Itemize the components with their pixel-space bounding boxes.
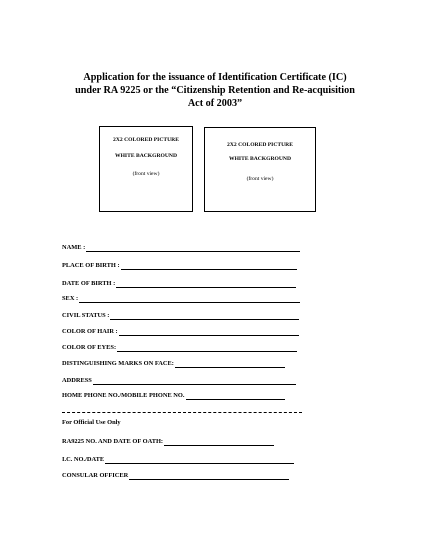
oath-field <box>62 438 274 446</box>
photo-box-1-view: (front view) <box>132 171 160 177</box>
place-of-birth-label: PLACE OF BIRTH : <box>62 262 120 269</box>
sex-field <box>62 295 300 303</box>
distinguishing-marks-field <box>62 360 285 368</box>
civil-status-field <box>62 312 299 320</box>
distinguishing-marks-label: DISTINGUISHING MARKS ON FACE: <box>62 360 174 367</box>
consular-officer-field <box>62 472 289 480</box>
title-line-1: Application for the issuance of Identification Certificate (IC) <box>83 72 347 83</box>
civil-status-label: CIVIL STATUS : <box>62 312 110 319</box>
official-use-heading: For Official Use Only <box>62 419 121 426</box>
photo-box-1[interactable] <box>99 126 193 212</box>
title-line-3: Act of 2003” <box>187 98 243 109</box>
photo-box-2-size: 2X2 COLORED PICTURE <box>227 142 293 148</box>
civil-status-input[interactable] <box>110 313 299 320</box>
name-input[interactable] <box>86 245 300 252</box>
color-of-eyes-input[interactable] <box>117 345 297 352</box>
photo-box-1-background: WHITE BACKGROUND <box>114 153 177 159</box>
color-of-hair-label: COLOR OF HAIR : <box>62 328 118 335</box>
phone-input[interactable] <box>186 393 285 400</box>
address-input[interactable] <box>93 378 296 385</box>
name-field <box>62 244 300 252</box>
document-title <box>60 71 370 110</box>
photo-box-1-size: 2X2 COLORED PICTURE <box>113 137 179 143</box>
place-of-birth-field <box>62 262 297 270</box>
title-line-2: under RA 9225 or the “Citizenship Retention and Re-acquisition <box>75 85 355 96</box>
photo-box-2-background: WHITE BACKGROUND <box>228 156 291 162</box>
date-of-birth-input[interactable] <box>116 281 296 288</box>
consular-officer-label: CONSULAR OFFICER <box>62 472 129 479</box>
address-label: ADDRESS <box>62 377 92 384</box>
oath-label: RA9225 NO. AND DATE OF OATH: <box>62 438 164 445</box>
sex-input[interactable] <box>79 296 300 303</box>
color-of-hair-field <box>62 328 299 336</box>
place-of-birth-input[interactable] <box>121 263 297 270</box>
ic-number-field <box>62 456 294 464</box>
sex-label: SEX : <box>62 295 79 302</box>
phone-label: HOME PHONE NO./MOBILE PHONE NO. <box>62 392 185 399</box>
photo-box-2[interactable] <box>204 127 316 212</box>
phone-field <box>62 392 285 400</box>
color-of-eyes-label: COLOR OF EYES: <box>62 344 117 351</box>
color-of-eyes-field <box>62 344 297 352</box>
date-of-birth-field <box>62 280 296 288</box>
color-of-hair-input[interactable] <box>119 329 299 336</box>
ic-number-label: I.C. NO./DATE <box>62 456 105 463</box>
address-field <box>62 377 296 385</box>
photo-box-2-view: (front view) <box>246 176 274 182</box>
oath-input[interactable] <box>164 439 274 446</box>
ic-number-input[interactable] <box>105 457 294 464</box>
distinguishing-marks-input[interactable] <box>175 361 285 368</box>
consular-officer-input[interactable] <box>129 473 289 480</box>
section-divider <box>62 412 302 413</box>
date-of-birth-label: DATE OF BIRTH : <box>62 280 116 287</box>
name-label: NAME : <box>62 244 86 251</box>
